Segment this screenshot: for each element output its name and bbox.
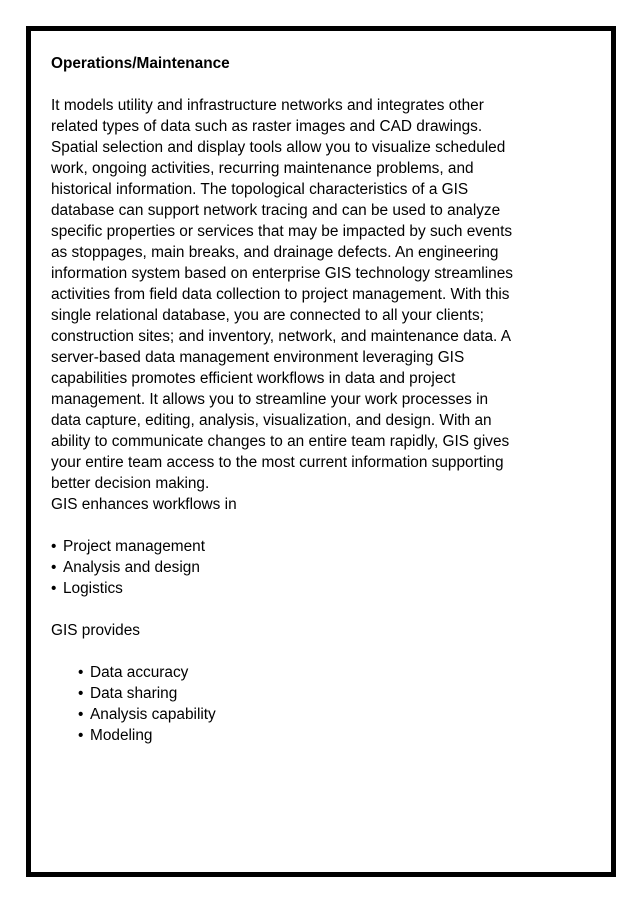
paragraph-line: single relational database, you are connected to all your clients;: [51, 307, 484, 324]
spacer: [51, 599, 551, 620]
list-item: [51, 536, 551, 557]
paragraph-line: your entire team access to the most current information supporting: [51, 454, 504, 471]
workflows-intro: GIS enhances workflows in: [51, 496, 237, 513]
bullet-icon: •: [78, 685, 84, 702]
bullet-icon: •: [51, 580, 57, 597]
paragraph-line: data capture, editing, analysis, visualization, and design. With an: [51, 412, 492, 429]
body-paragraph: [51, 95, 551, 494]
list-item-label: Project management: [63, 538, 206, 555]
paragraph-line: ability to communicate changes to an entire team rapidly, GIS gives: [51, 433, 510, 450]
list-item: [78, 725, 551, 746]
provides-list: [51, 662, 551, 746]
provides-intro: GIS provides: [51, 622, 140, 639]
list-item: [51, 557, 551, 578]
bullet-icon: •: [78, 727, 84, 744]
paragraph-line: activities from field data collection to project management. With this: [51, 286, 510, 303]
spacer: [51, 641, 551, 662]
bullet-icon: •: [51, 559, 57, 576]
paragraph-line: It models utility and infrastructure networks and integrates other: [51, 97, 484, 114]
paragraph-line: server-based data management environment leveraging GIS: [51, 349, 465, 366]
list-item-label: Data sharing: [90, 685, 178, 702]
list-item: [78, 683, 551, 704]
list-item-label: Logistics: [63, 580, 123, 597]
paragraph-line: database can support network tracing and can be used to analyze: [51, 202, 501, 219]
paragraph-line: capabilities promotes efficient workflows in data and project: [51, 370, 456, 387]
paragraph-line: as stoppages, main breaks, and drainage defects. An engineering: [51, 244, 499, 261]
list-item: [78, 704, 551, 725]
paragraph-line: construction sites; and inventory, network, and maintenance data. A: [51, 328, 511, 345]
spacer: [51, 515, 551, 536]
list-item-label: Analysis and design: [63, 559, 200, 576]
list-item: [51, 578, 551, 599]
spacer: [51, 74, 551, 95]
paragraph-line: related types of data such as raster images and CAD drawings.: [51, 118, 483, 135]
list-item-label: Analysis capability: [90, 706, 216, 723]
bullet-icon: •: [51, 538, 57, 555]
paragraph-line: information system based on enterprise GIS technology streamlines: [51, 265, 513, 282]
document-body: [51, 53, 551, 746]
paragraph-line: work, ongoing activities, recurring maintenance problems, and: [51, 160, 474, 177]
paragraph-line: specific properties or services that may be impacted by such events: [51, 223, 513, 240]
workflows-list: [51, 536, 551, 599]
paragraph-line: better decision making.: [51, 475, 210, 492]
list-item-label: Modeling: [90, 727, 153, 744]
bullet-icon: •: [78, 706, 84, 723]
list-item-label: Data accuracy: [90, 664, 189, 681]
paragraph-line: historical information. The topological characteristics of a GIS: [51, 181, 469, 198]
paragraph-line: management. It allows you to streamline your work processes in: [51, 391, 489, 408]
paragraph-line: Spatial selection and display tools allow you to visualize scheduled: [51, 139, 506, 156]
list-item: [78, 662, 551, 683]
section-heading: Operations/Maintenance: [51, 55, 230, 72]
bullet-icon: •: [78, 664, 84, 681]
